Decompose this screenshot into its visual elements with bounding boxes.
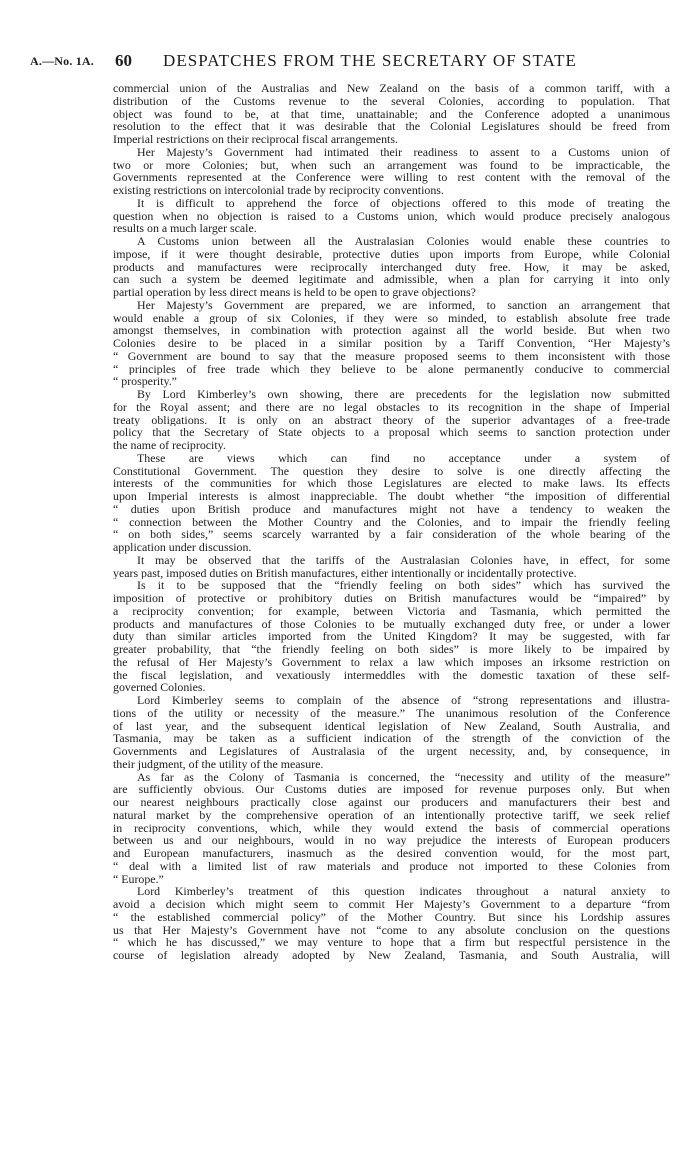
running-title: DESPATCHES FROM THE SECRETARY OF STATE	[163, 51, 577, 70]
text-line: the refusal of Her Majesty’s Government to relax a law which imposes an irksome restriction on	[113, 655, 670, 669]
text-line: interests of the communities for which those Legislatures are elected to make laws. Its effects	[113, 477, 670, 490]
text-line: Imperial restrictions on their reciprocal fiscal arrangements.	[113, 133, 398, 146]
document-body	[113, 82, 670, 962]
text-line: These are views which can find no acceptance under a system of	[137, 451, 670, 465]
text-line: us that Her Majesty’s Government have not “come to any absolute conclusion on the questions	[113, 923, 670, 937]
text-line: question when no objection is raised to a Customs union, which would produce precisely analogous	[113, 209, 670, 223]
text-line: their judgment, of the utility of the measure.	[113, 757, 324, 771]
text-line: “ the established commercial policy” of the Mother Country. But since his Lordship assures	[113, 910, 670, 924]
text-line: “ on both sides,” seems scarcely warranted by a fair consideration of the whole bearing of the	[113, 528, 670, 541]
paragraph	[113, 235, 670, 299]
paragraph	[113, 82, 670, 146]
text-line: the fiscal legislation, and vexatiously intermeddles with the domestic taxation of these self-	[113, 668, 670, 682]
text-line: would enable a group of six Colonies, if they were so minded, to establish absolute free trade	[113, 311, 670, 325]
paragraph	[113, 771, 670, 886]
paragraph	[113, 197, 670, 235]
text-line: natural market by the comprehensive operation of an intentionally protective tariff, we seek relief	[113, 808, 670, 822]
text-line: greater probability, that “the friendly feeling on both sides” is more likely to be impaired by	[113, 643, 670, 656]
text-line: Lord Kimberley seems to complain of the absence of “strong representations and illustra-	[137, 694, 670, 707]
text-line: object was found to be, at that time, unattainable; and the Conference adopted a unanimous	[113, 107, 670, 121]
text-line: a reciprocity convention; for example, between Victoria and Tasmania, which permitted the	[113, 604, 670, 618]
text-line: upon Imperial interests is almost inappreciable. The doubt whether “the imposition of differential	[113, 490, 670, 503]
text-line: amongst themselves, in combination with protection against all the world beside. But when two	[113, 324, 670, 337]
text-line: are sufficiently obvious. Our Customs duties are imposed for revenue purposes only. But when	[113, 783, 670, 796]
text-line: Is it to be supposed that the “friendly feeling on both sides” which has survived the	[137, 579, 670, 592]
text-line: Tasmania, may be taken as a sufficient indication of the strength of the conviction of the	[113, 732, 670, 745]
document-reference: A.—No. 1A.	[30, 54, 94, 68]
text-line: two or more Colonies; but, when such an arrangement was found to be impracticable, the	[113, 158, 670, 172]
text-line: “ Europe.”	[113, 872, 164, 886]
paragraph	[113, 579, 670, 694]
text-line: treaty obligations. It is only on an abstract theory of the superior advantages of a free-trade	[113, 413, 670, 427]
paragraph	[113, 694, 670, 771]
text-line: Governments represented at the Conference were willing to rest content with the removal of the	[113, 171, 670, 184]
paragraph	[113, 885, 670, 962]
page-number: 60	[115, 51, 132, 70]
text-line: course of legislation already adopted by New Zealand, Tasmania, and South Australia, will	[113, 949, 670, 962]
text-line: “ duties upon British produce and manufactures might not have a tendency to weaken the	[113, 502, 670, 516]
text-line: Her Majesty’s Government had intimated their readiness to assent to a Customs union of	[137, 145, 670, 159]
text-line: distribution of the Customs revenue to the several Colonies, according to population. That	[113, 94, 670, 108]
text-line: Her Majesty’s Government are prepared, we are informed, to sanction an arrangement that	[137, 298, 670, 312]
text-line: results on a much larger scale.	[113, 222, 257, 235]
text-line: existing restrictions on intercolonial trade by reciprocity conventions.	[113, 184, 444, 197]
paragraph	[113, 388, 670, 452]
text-line: between us and our neighbours, would in no way prejudice the interests of European producers	[113, 834, 670, 847]
text-line: in reciprocity conventions, which, while they would extend the basis of commercial operations	[113, 821, 670, 835]
text-line: “ principles of free trade which they believe to be alone permanently conducive to commercial	[113, 362, 670, 376]
text-line: “ deal with a limited list of raw materials and produce not imported to these Colonies from	[113, 859, 670, 873]
text-line: avoid a decision which might seem to commit Her Majesty’s Government to a departure “from	[113, 898, 670, 911]
text-line: resolution to the effect that it was desirable that the Colonial Legislatures should be freed from	[113, 120, 670, 133]
text-line: It may be observed that the tariffs of the Australasian Colonies have, in effect, for some	[137, 553, 670, 567]
text-line: tions of the utility or necessity of the measure.” The unanimous resolution of the Conference	[113, 706, 670, 720]
text-line: By Lord Kimberley’s own showing, there are precedents for the legislation now submitted	[137, 388, 670, 401]
text-line: for the Royal assent; and there are no legal obstacles to its recognition in the shape of Imperial	[113, 400, 670, 414]
text-line: A Customs union between all the Australasian Colonies would enable these countries to	[137, 235, 670, 248]
text-line: “ connection between the Mother Country and the Colonies, and to impair the friendly feeling	[113, 515, 670, 529]
text-line: application under discussion.	[113, 541, 252, 554]
text-line: can such a system be deemed legitimate and admissible, when a plan for carrying it into only	[113, 273, 670, 286]
text-line: our nearest neighbours practically close against our producers and manufacturers their best and	[113, 796, 670, 809]
text-line: of last year, and the subsequent identical legislation of New Zealand, South Australia, and	[113, 719, 670, 733]
text-line: policy that the Secretary of State objects to a proposal which seems to sanction protection under	[113, 426, 670, 439]
paragraph	[113, 554, 670, 580]
text-line: years past, imposed duties on British manufactures, either intentionally or incidentally protective.	[113, 566, 577, 580]
text-line: the name of reciprocity.	[113, 439, 226, 452]
text-line: products and manufactures were reciprocally interchanged duty free. How, it may be asked,	[113, 260, 670, 274]
text-line: commercial union of the Australias and New Zealand on the basis of a common tariff, with a	[113, 82, 670, 95]
text-line: Constitutional Government. The question they desire to solve is one directly affecting the	[113, 464, 670, 478]
text-line: imposition of protective or prohibitory duties on British manufactures would be “impaired” by	[113, 592, 670, 605]
text-line: duty than similar articles imported from the United Kingdom? It may be suggested, with far	[113, 630, 670, 643]
paragraph	[113, 146, 670, 197]
text-line: Lord Kimberley’s treatment of this question indicates throughout a natural anxiety to	[137, 885, 670, 898]
text-line: “ which he has discussed,” we may venture to hope that a firm but respectful persistence in the	[113, 936, 670, 949]
text-line: As far as the Colony of Tasmania is concerned, the “necessity and utility of the measure”	[137, 770, 670, 784]
text-line: “ prosperity.”	[113, 375, 177, 388]
text-line: governed Colonies.	[113, 681, 206, 694]
text-line: and European manufacturers, inasmuch as the desired convention would, for the most part,	[113, 847, 670, 860]
text-line: “ Government are bound to say that the measure proposed seems to them inconsistent with those	[113, 349, 670, 363]
text-line: impose, if it were thought desirable, protective duties upon imports from Europe, while Colonial	[113, 247, 670, 261]
paragraph	[113, 452, 670, 554]
text-line: products and manufactures of those Colonies to be mutually exchanged duty free, or under a lower	[113, 617, 670, 631]
text-line: Governments and Legislatures of Australasia of the urgent necessity, and, by consequence, in	[113, 745, 670, 758]
text-line: Colonies desire to be placed in a similar position by a Tariff Convention, “Her Majesty’s	[113, 337, 670, 350]
paragraph	[113, 299, 670, 388]
text-line: It is difficult to apprehend the force of objections offered to this mode of treating the	[137, 196, 670, 210]
page-header	[30, 51, 685, 73]
text-line: partial operation by less direct means is held to be open to grave objections?	[113, 286, 476, 299]
